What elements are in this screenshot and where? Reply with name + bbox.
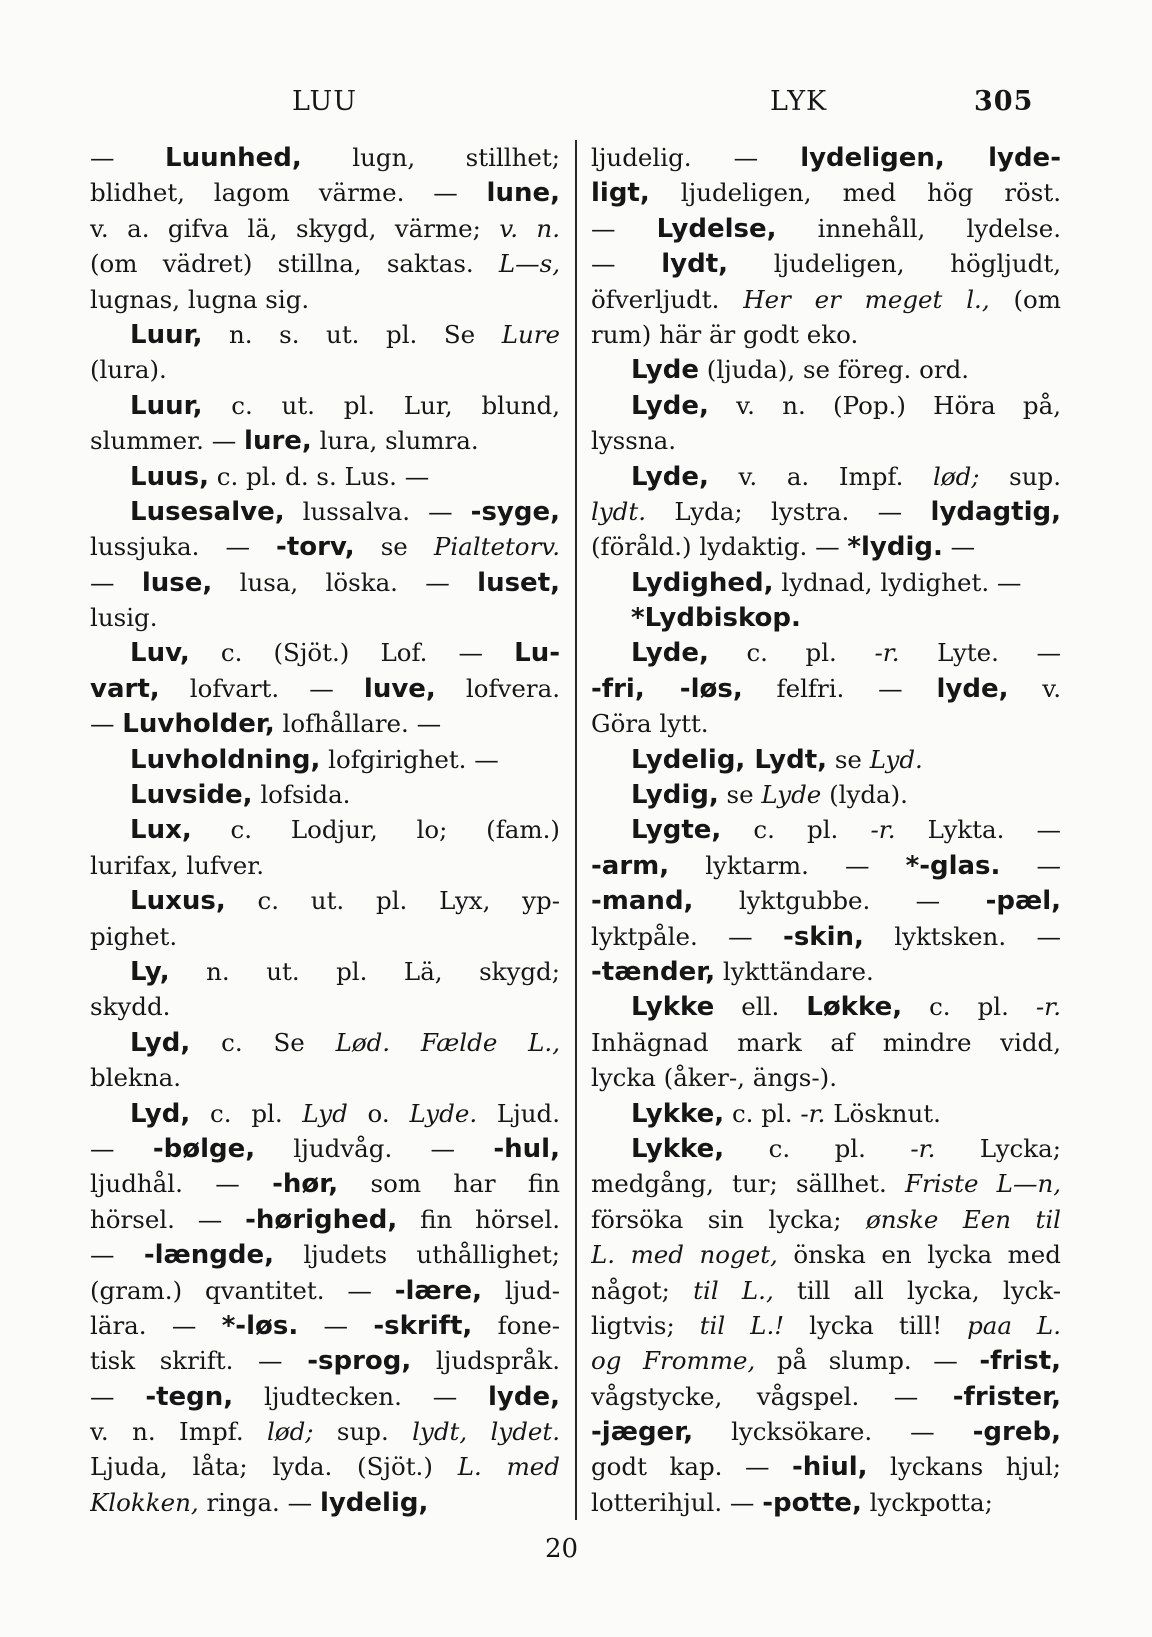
right-column-line [591,1449,1061,1484]
definition-text: c. Se [190,1027,336,1057]
headword: Lusesalve, [130,496,285,527]
definition-text: — [90,1381,146,1411]
definition-text: fone- [472,1310,560,1340]
left-column-line [90,989,560,1024]
italic-text: Lyd [302,1098,348,1128]
definition-text: Lycka; [935,1133,1061,1163]
definition-text: c. ut. pl. Lur, blund, [202,390,560,420]
left-column-line [90,1202,560,1237]
definition-text: godt kap. — [591,1452,792,1482]
definition-text: ell. [714,992,807,1022]
right-column [591,140,1061,1520]
left-column-line [90,742,560,777]
definition-text: hörsel. — [90,1204,246,1234]
definition-text: Lykta. — [895,815,1061,845]
left-column-line [90,211,560,246]
definition-text: (gram.) qvantitet. — [90,1275,395,1305]
headword: -lære, [394,1275,482,1306]
definition-text: lofhållare. — [274,709,442,739]
right-column-line [591,1166,1061,1201]
left-column-line [90,919,560,954]
headword: Lyde [631,355,699,386]
italic-text: -r. [874,638,900,668]
headword: Lyd, [130,1098,191,1129]
headword: Lyde, [631,638,709,669]
headword: lune, [486,178,560,209]
definition-text: (lura). [90,355,167,385]
left-column-line [90,1096,560,1131]
headword: Lykke, [631,1098,725,1129]
definition-text: lyktpåle. — [591,921,784,951]
headword: lydeligen, lyde- [800,143,1061,173]
italic-text: til L.! [699,1310,785,1340]
italic-text: lød; [267,1417,314,1447]
definition-text: lykttändare. [715,956,874,986]
right-column-line [591,1237,1061,1272]
headword: Lykke [631,992,715,1023]
italic-text: -r. [910,1133,936,1163]
definition-text: — [90,1240,144,1270]
right-column-line [591,494,1061,529]
definition-text: lycka (åker-, ängs-). [591,1063,837,1093]
headword: -tegn, [145,1381,234,1412]
headword: Lydelig, Lydt, [631,744,828,775]
definition-text: lyktsken. — [863,921,1061,951]
headword: -syge, [470,496,560,527]
italic-text: Lød. Fælde L., [335,1027,560,1057]
italic-text: L—s, [498,249,560,279]
headword: luse, [141,567,213,598]
left-column-line [90,1131,560,1166]
left-column-line [90,671,560,706]
definition-text: ljudeligen, högljudt, [728,249,1061,279]
headword: Lydighed, [631,567,774,598]
definition-text: ljudtecken. — [233,1381,489,1411]
headword: ligt, [591,178,650,209]
definition-text: lofvera. [435,673,560,703]
left-column-line [90,459,560,494]
italic-text: -r. [800,1098,826,1128]
headword: Lyd, [130,1027,191,1058]
headword: Lux, [130,815,192,846]
headword: -hørighed, [245,1204,398,1235]
definition-text: Ljud. [477,1098,560,1128]
definition-text: lyktarm. — [669,850,906,880]
headword: Luvholdning, [130,744,321,775]
definition-text: — [942,532,976,562]
headword: -jæger, [591,1417,694,1448]
definition-text: slummer. — [90,426,245,456]
right-column-line [591,1485,1061,1520]
headword: lyde, [936,673,1009,704]
definition-text: skydd. [90,992,171,1022]
headword: -mand, [591,886,694,917]
definition-text: v. a. Impf. [708,461,934,491]
headword: -sprog, [307,1346,412,1377]
definition-text: c. ut. pl. Lyx, yp- [225,886,560,916]
definition-text: c. pl. [724,1098,801,1128]
right-column-line [591,388,1061,423]
column-divider [575,140,577,1520]
definition-text: lurifax, lufver. [90,850,265,880]
definition-text: innehåll, lydelse. [776,213,1061,243]
definition-text: ljudets uthållighet; [274,1240,560,1270]
definition-text: medgång, tur; sällhet. [591,1169,905,1199]
left-column-line [90,565,560,600]
headword: *-løs. [221,1310,299,1341]
right-column-line [591,1025,1061,1060]
italic-text: v. n. [499,213,560,243]
definition-text: rum) här är godt eko. [591,319,859,349]
italic-text: -r. [1035,992,1061,1022]
left-column-line [90,352,560,387]
definition-text: v. a. gifva lä, skygd, värme; [90,213,500,243]
header-left-guideword: LUU [292,86,357,117]
headword: -frist, [979,1346,1061,1377]
definition-text: ljudeligen, med hög röst. [649,178,1061,208]
right-column-line [591,211,1061,246]
left-column-line [90,848,560,883]
headword: -skrift, [373,1310,473,1341]
definition-text: önska en lycka med [777,1240,1061,1270]
definition-text: sup. [979,461,1061,491]
headword: Luur, [130,390,203,421]
right-column-line [591,1379,1061,1414]
definition-text: (ljuda), se föreg. ord. [699,355,970,385]
definition-text: lugn, stillhet; [301,143,560,172]
headword: -hør, [272,1169,339,1200]
definition-text: lofsida. [252,780,351,810]
left-column-line [90,423,560,458]
definition-text: se [354,532,434,562]
definition-text: blekna. [90,1063,182,1093]
definition-text: vågstycke, vågspel. — [591,1381,953,1411]
left-column-line [90,883,560,918]
italic-text: paa L. [967,1310,1061,1340]
right-column-line [591,459,1061,494]
italic-text: ønske Een til [865,1204,1061,1234]
italic-text: L. med noget, [591,1240,778,1270]
definition-text: lära. — [90,1310,222,1340]
definition-text: Lyte. — [899,638,1061,668]
definition-text: se [718,780,762,810]
right-column-line [591,706,1061,741]
right-column-line [591,671,1061,706]
headword: Luvside, [130,780,253,811]
right-column-line [591,246,1061,281]
headword: lydt, [661,249,728,280]
definition-text: ljudelig. — [591,143,801,172]
definition-text: ljudspråk. [411,1346,560,1376]
italic-text: Friste L—n, [904,1169,1061,1199]
definition-text: ringa. — [198,1487,320,1517]
definition-text: v. [1008,673,1061,703]
definition-text: som har fin [338,1169,560,1199]
definition-text: fin hörsel. [397,1204,560,1234]
headword: -frister, [952,1381,1061,1412]
definition-text: Lyda; lystra. — [646,496,931,526]
right-column-line [591,529,1061,564]
definition-text: c. pl. d. s. Lus. — [208,461,430,491]
left-column-line [90,600,560,635]
italic-text: lød; [933,461,980,491]
headword: Luv, [130,638,190,669]
definition-text: felfri. — [742,673,937,703]
left-column-line [90,1449,560,1484]
definition-text: något; [591,1275,694,1305]
left-column-line [90,777,560,812]
definition-text: — [90,709,123,739]
left-column-line [90,1343,560,1378]
headword: -fri, -løs, [591,673,743,704]
left-column-line [90,1485,560,1520]
headword: Lykke, [631,1133,725,1164]
definition-text: c. Lodjur, lo; (fam.) [191,815,560,845]
headword: Luxus, [130,886,226,917]
header-right-guideword: LYK [770,86,828,117]
left-column-line [90,140,560,175]
definition-text: lycka till! [784,1310,968,1340]
definition-text: ljud- [481,1275,560,1305]
definition-text: — [90,143,166,172]
headword: luset, [477,567,560,598]
italic-text: Lure [501,319,560,349]
italic-text: til L., [693,1275,774,1305]
headword: -pæl, [985,886,1061,917]
right-column-line [591,848,1061,883]
italic-text: -r. [870,815,896,845]
definition-text: lyckpotta; [861,1487,993,1517]
definition-text: pighet. [90,921,178,951]
definition-text: — [298,1310,374,1340]
definition-text: Lösknut. [825,1098,941,1128]
definition-text: lusa, löska. — [212,567,478,597]
left-column-line [90,529,560,564]
headword: Lygte, [631,815,722,846]
definition-text: (om [989,284,1061,314]
left-column-line [90,706,560,741]
right-column-line [591,1202,1061,1237]
definition-text: på slump. — [755,1346,980,1376]
definition-text: tisk skrift. — [90,1346,308,1376]
right-column-line [591,423,1061,458]
italic-text: og Fromme, [591,1346,756,1376]
definition-text: o. [347,1098,410,1128]
definition-text: Inhägnad mark af mindre vidd, [591,1027,1061,1057]
definition-text: ljudvåg. — [255,1133,494,1163]
right-column-line [591,777,1061,812]
left-column-line [90,282,560,317]
left-column-line [90,1237,560,1272]
left-column-line [90,317,560,352]
right-column-line [591,742,1061,777]
definition-text: — [90,1133,153,1163]
right-column-line [591,600,1061,635]
definition-text: lyktgubbe. — [693,886,986,916]
definition-text: — [591,213,657,243]
definition-text: till all lycka, lyck- [773,1275,1061,1305]
definition-text: (lyda). [821,780,908,810]
definition-text: lotterihjul. — [591,1487,763,1517]
headword: Luvholder, [122,709,275,740]
left-column-line [90,1308,560,1343]
definition-text: v. n. (Pop.) Höra på, [708,390,1061,420]
definition-text: lofgirighet. — [320,744,499,774]
definition-text: — [90,567,142,597]
definition-text: öfverljudt. [591,284,744,314]
headword: *Lydbiskop. [631,603,801,634]
left-column-line [90,812,560,847]
headword: *-glas. [905,850,1001,881]
italic-text: Her er meget l., [743,284,990,314]
right-column-line [591,175,1061,210]
definition-text: försöka sin lycka; [591,1204,866,1234]
headword: -greb, [972,1417,1061,1448]
headword: Luur, [130,319,203,350]
headword: Luunhed, [165,143,302,173]
italic-text: lydt, lydet. [412,1417,560,1447]
right-column-line [591,954,1061,989]
italic-text: Pialtetorv. [433,532,560,562]
definition-text: c. pl. [721,815,871,845]
right-column-line [591,1414,1061,1449]
definition-text: ligtvis; [591,1310,700,1340]
left-column-line [90,1166,560,1201]
headword: lydelig, [319,1487,429,1518]
left-column-line [90,954,560,989]
headword: lydagtig, [930,496,1061,527]
right-column-line [591,140,1061,175]
signature-mark: 20 [545,1534,579,1564]
definition-text: blidhet, lagom värme. — [90,178,487,208]
right-column-line [591,989,1061,1024]
italic-text: L. med [457,1452,560,1482]
definition-text: — [1000,850,1061,880]
headword: lure, [244,426,312,457]
definition-text: lyckans hjul; [867,1452,1061,1482]
definition-text: c. pl. [708,638,875,668]
left-column-line [90,175,560,210]
left-column-line [90,1025,560,1060]
definition-text: c. pl. [724,1133,911,1163]
left-column-line [90,246,560,281]
definition-text: n. ut. pl. Lä, skygd; [169,956,560,986]
headword: Luus, [130,461,209,492]
definition-text: c. pl. [902,992,1036,1022]
definition-text: lofvart. — [159,673,364,703]
headword: -arm, [591,850,670,881]
definition-text: lussalva. — [284,496,471,526]
left-column-line [90,1379,560,1414]
definition-text: c. pl. [190,1098,303,1128]
definition-text: lycksökare. — [693,1417,973,1447]
definition-text: Ljuda, låta; lyda. (Sjöt.) [90,1452,458,1482]
definition-text: lugnas, lugna sig. [90,284,310,314]
headword: Lydelse, [656,213,777,244]
right-column-line [591,317,1061,352]
right-column-line [591,565,1061,600]
headword: vart, [90,673,160,704]
headword: -hiul, [791,1452,868,1483]
headword: Lyde, [631,461,709,492]
definition-text: lyssna. [591,426,676,456]
headword: Løkke, [806,992,903,1023]
definition-text: v. n. Impf. [90,1417,268,1447]
right-column-line [591,1273,1061,1308]
headword: -skin, [783,921,864,952]
right-column-line [591,1096,1061,1131]
definition-text: n. s. ut. pl. Se [202,319,502,349]
headword: lyde, [488,1381,560,1412]
left-column-line [90,1414,560,1449]
headword: Ly, [130,956,170,987]
right-column-line [591,883,1061,918]
headword: -potte, [762,1487,862,1518]
definition-text: (om vädret) stillna, saktas. [90,249,499,279]
definition-text: lydnad, lydighet. — [773,567,1022,597]
right-column-line [591,1060,1061,1095]
left-column-line [90,635,560,670]
headword: luve, [363,673,436,704]
definition-text: ljudhål. — [90,1169,273,1199]
right-column-line [591,635,1061,670]
definition-text: Göra lytt. [591,709,709,739]
headword: -bølge, [152,1133,256,1164]
headword: -hul, [493,1133,560,1164]
right-column-line [591,1343,1061,1378]
definition-text: se [827,744,870,774]
definition-text: lura, slumra. [311,426,479,456]
headword: -længde, [143,1240,275,1271]
definition-text: c. (Sjöt.) Lof. — [189,638,515,668]
italic-text: Lyde. [409,1098,478,1128]
right-column-line [591,812,1061,847]
left-column-line [90,494,560,529]
page-number: 305 [974,86,1034,117]
headword: -tænder, [591,956,716,987]
right-column-line [591,282,1061,317]
italic-text: lydt. [591,496,646,526]
left-column-line [90,1060,560,1095]
right-column-line [591,919,1061,954]
headword: -torv, [276,532,355,563]
left-column-line [90,388,560,423]
headword: Lu- [514,638,560,669]
left-column-line [90,1273,560,1308]
italic-text: Lyde [761,780,822,810]
definition-text: — [591,249,662,279]
italic-text: Klokken, [90,1487,199,1517]
headword: Lyde, [631,390,709,421]
definition-text: sup. [313,1417,413,1447]
definition-text: (föråld.) lydaktig. — [591,532,848,562]
right-column-line [591,1131,1061,1166]
right-column-line [591,1308,1061,1343]
definition-text: lussjuka. — [90,532,277,562]
headword: *lydig. [847,532,943,563]
definition-text: lusig. [90,603,158,633]
running-header [0,86,1152,130]
headword: Lydig, [631,780,719,811]
right-column-line [591,352,1061,387]
italic-text: Lyd. [869,744,923,774]
left-column [90,140,560,1520]
